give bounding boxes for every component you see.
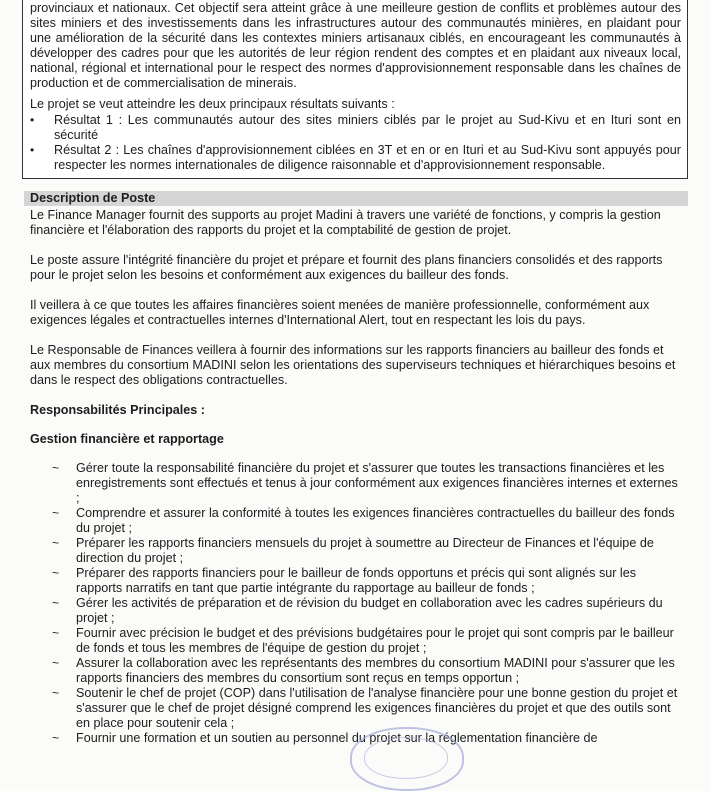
- description-paragraph: Le Responsable de Finances veillera à fournir des informations sur les rapports financiers au bailleur des fonds et aux membres du consortium MADINI selon les orientations des superviseurs techniques et hiérarchiques besoins et dans le respect des obligations contractuelles.: [30, 343, 676, 387]
- tilde-marker: ~: [52, 626, 60, 640]
- responsibility-text: Gérer les activités de préparation et de révision du budget en collaboration avec les cadres supérieurs du projet ;: [76, 596, 663, 625]
- responsibility-item: [30, 536, 680, 566]
- tilde-marker: ~: [52, 731, 60, 745]
- results-list: [30, 113, 681, 173]
- responsibility-text: Soutenir le chef de projet (COP) dans l'utilisation de l'analyse financière pour une bonne gestion du projet et s'assurer que le chef de projet désigné comprend les exigences financières du projet et que des outils sont en place pour soutenir cela ;: [76, 686, 678, 730]
- description-paragraph: Le Finance Manager fournit des supports au projet Madini à travers une variété de fonctions, y compris la gestion financière et l'élaboration des rapports du projet et la comptabilité de gestion de projet.: [30, 208, 661, 237]
- responsibility-item: [30, 506, 680, 536]
- description-paragraph: Il veillera à ce que toutes les affaires financières soient menées de manière professionnelle, conformément aux exigences légales et contractuelles internes d'International Alert, tout en respectant les lois du pays.: [30, 298, 650, 327]
- responsibility-text: Préparer des rapports financiers pour le bailleur de fonds opportuns et précis qui sont alignés sur les rapports narratifs en tant que partie intégrante du rapportage au bailleur de fonds ;: [76, 566, 637, 595]
- tilde-marker: ~: [52, 536, 60, 550]
- tilde-marker: ~: [52, 596, 60, 610]
- summary-paragraph: provinciaux et nationaux. Cet objectif sera atteint grâce à une meilleure gestion de conflits et problèmes autour des sites miniers et des investissements dans les infrastructures autour des communautés minières, en plaidant pour une amélioration de la sécurité dans les contextes miniers artisanaux ciblés, en encourageant les communautés à développer des cadres pour que les autorités de leur région rendent des comptes et en plaidant aux niveaux local, national, régional et international pour le respect des normes d'approvisionnement responsable dans les chaînes de production et de commercialisation de minerais.: [30, 1, 681, 90]
- responsibility-item: [30, 626, 680, 656]
- responsibility-text: Gérer toute la responsabilité financière du projet et s'assurer que toutes les transactions financières et les enregistrements sont effectués et tenus à jour conformément aux exigences financières internes et externes ;: [76, 461, 678, 505]
- finance-subheading: Gestion financière et rapportage: [30, 432, 224, 446]
- results-intro: Le projet se veut atteindre les deux principaux résultats suivants :: [30, 97, 395, 111]
- stamp-inner-ring: [364, 737, 448, 779]
- result-item: • Résultat 2 : Les chaînes d'approvisionnement ciblées en 3T et en or en Ituri et au Sud-Kivu sont appuyés pour respecter les normes internationales de diligence raisonnable et d'approvisionnement responsable.: [30, 143, 681, 173]
- section-heading: Description de Poste: [30, 191, 156, 205]
- project-summary-box: [22, 0, 688, 179]
- responsibility-item: [30, 596, 680, 626]
- official-stamp: [350, 727, 464, 791]
- responsibility-text: Fournir une formation et un soutien au personnel du projet sur la réglementation financière de: [76, 731, 598, 745]
- responsibility-text: Fournir avec précision le budget et des prévisions budgétaires pour le projet qui sont compris par le bailleur de fonds et tous les membres de l'équipe de gestion du projet ;: [76, 626, 674, 655]
- responsibilities-heading: Responsabilités Principales :: [30, 403, 205, 417]
- tilde-marker: ~: [52, 461, 60, 475]
- responsibility-item: [30, 656, 680, 686]
- tilde-marker: ~: [52, 566, 60, 580]
- section-heading-bar: [24, 191, 688, 206]
- responsibility-text: Comprendre et assurer la conformité à toutes les exigences financières contractuelles du bailleur des fonds du projet ;: [76, 506, 675, 535]
- responsibility-item: [30, 566, 680, 596]
- responsibility-item: [30, 686, 680, 731]
- tilde-marker: ~: [52, 656, 60, 670]
- description-paragraph: Le poste assure l'intégrité financière du projet et prépare et fournit des plans financiers consolidés et des rapports pour le projet selon les besoins et conformément aux exigences du bailleur des fonds.: [30, 253, 663, 282]
- responsibility-text: Assurer la collaboration avec les représentants des membres du consortium MADINI pour s'assurer que les rapports financiers des membres du consortium sont reçus en temps opportun ;: [76, 656, 675, 685]
- result-item: • Résultat 1 : Les communautés autour des sites miniers ciblés par le projet au Sud-Kivu et en Ituri sont en sécurité: [30, 113, 681, 143]
- responsibility-item: [30, 461, 680, 506]
- responsibility-text: Préparer les rapports financiers mensuels du projet à soumettre au Directeur de Finances et l'équipe de direction du projet ;: [76, 536, 654, 565]
- responsibilities-list: [30, 461, 680, 746]
- job-description-body: [30, 208, 680, 746]
- tilde-marker: ~: [52, 686, 60, 700]
- tilde-marker: ~: [52, 506, 60, 520]
